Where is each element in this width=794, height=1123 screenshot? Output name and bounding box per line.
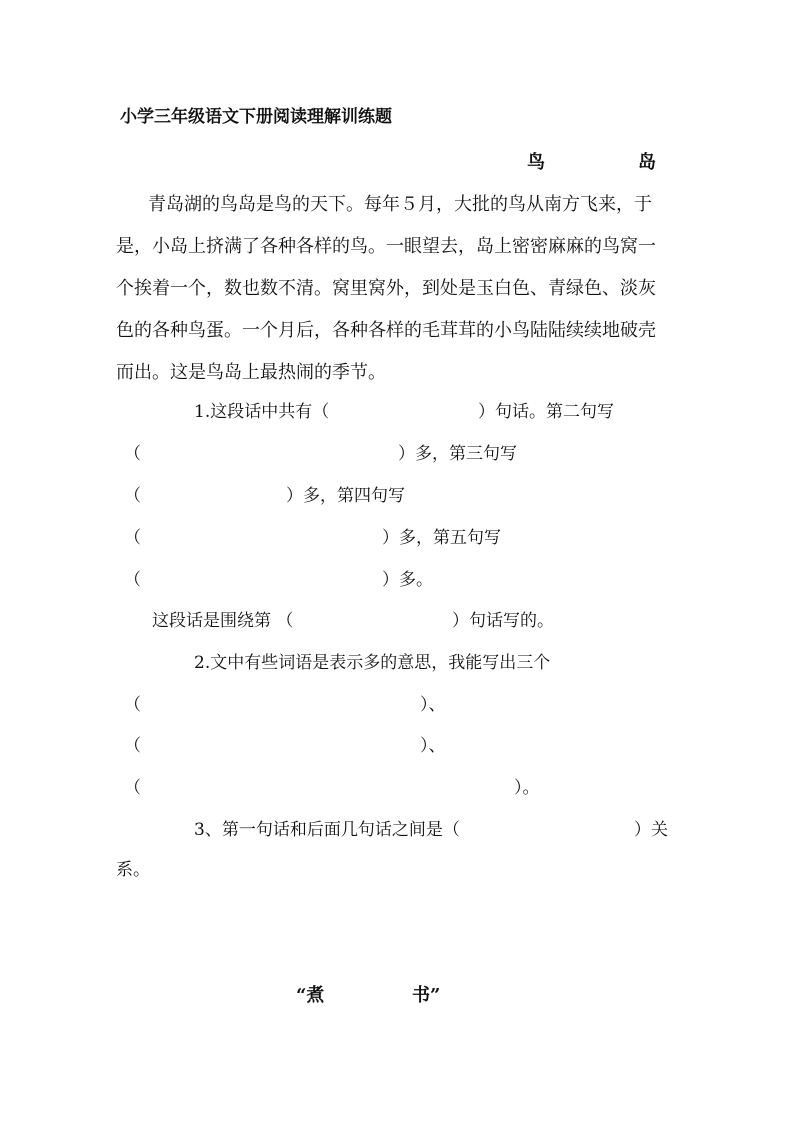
q2-prompt: 2.文中有些词语是表示多的意思，我能写出三个 — [194, 653, 551, 673]
q1-line4-close: ）多，第五句写 — [382, 528, 501, 548]
next-story-title-part-1: “煮 — [296, 985, 325, 1006]
story-title-char-1: 鸟 — [527, 152, 545, 173]
q1-line1-text: 1.这段话中共有（ — [194, 402, 330, 422]
q3-line1-text-end: ）关 — [634, 820, 668, 840]
story-title-char-2: 岛 — [638, 152, 656, 173]
q1-line2-open: （ — [124, 444, 141, 464]
q3-line2-text: 系。 — [116, 860, 150, 880]
q1-line3-close: ）多，第四句写 — [286, 486, 405, 506]
q1-line6-text: 这段话是围绕第 （ — [152, 611, 294, 631]
q1-line1-text-end: ）句话。第二句写 — [478, 402, 614, 422]
q1-line5-close: ）多。 — [382, 570, 433, 590]
q1-line5-open: （ — [124, 570, 141, 590]
q2-blank2-open: （ — [124, 736, 141, 756]
q2-blank1-open: （ — [124, 695, 141, 715]
next-story-title-part-2: 书” — [412, 985, 441, 1006]
passage-line-4: 色的各种鸟蛋。一个月后，各种各样的毛茸茸的小鸟陆陆续续地破壳 — [116, 320, 656, 341]
q1-line3-open: （ — [124, 486, 141, 506]
q3-line1-text: 3、第一句话和后面几句话之间是（ — [194, 820, 460, 840]
passage-line-3: 个挨着一个，数也数不清。窝里窝外，到处是玉白色、青绿色、淡灰 — [116, 278, 656, 299]
passage-line-5: 而出。这是鸟岛上最热闹的季节。 — [116, 362, 386, 383]
q1-line4-open: （ — [124, 528, 141, 548]
q1-line6-text-end: ）句话写的。 — [452, 611, 554, 631]
document-title: 小学三年级语文下册阅读理解训练题 — [120, 107, 392, 127]
passage-line-1: 青岛湖的鸟岛是鸟的天下。每年５月，大批的鸟从南方飞来，于 — [148, 194, 652, 215]
q2-blank1-close: ）、 — [420, 695, 446, 715]
q2-blank2-close: ）、 — [420, 736, 446, 756]
q2-blank3-open: （ — [124, 778, 141, 798]
passage-line-2: 是，小岛上挤满了各种各样的鸟。一眼望去，岛上密密麻麻的鸟窝一 — [116, 236, 656, 257]
q2-blank3-close: ）。 — [514, 778, 540, 798]
q1-line2-close: ）多，第三句写 — [398, 444, 517, 464]
